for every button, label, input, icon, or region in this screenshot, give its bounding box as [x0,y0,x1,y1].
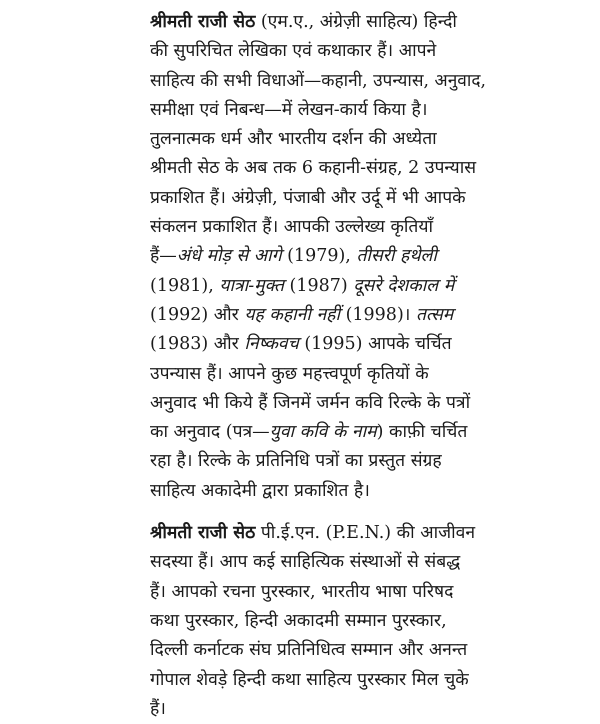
text-segment: की सुपरिचित लेखिका एवं कथाकार हैं। आपने [150,41,437,62]
text-line [150,330,488,359]
text-segment: हैं। [150,698,166,719]
book-title-italic: यह कहानी नहीं [244,304,341,325]
book-title-italic: निष्कवच [244,334,299,355]
text-segment: साहित्य अकादेमी द्वारा प्रकाशित है। [150,480,370,501]
text-line [150,301,488,330]
text-segment: (1998)। [340,304,416,325]
book-title-italic: तीसरी हथेली [356,246,437,267]
text-line [150,695,488,724]
text-segment: प्रकाशित हैं। अंग्रेज़ी, पंजाबी और उर्दू में भी आपके [150,187,466,208]
text-line [150,519,488,548]
text-line [150,389,488,418]
text-line [150,666,488,695]
text-segment: सदस्या हैं। आप कई साहित्यिक संस्थाओं से संबद्ध [150,552,461,573]
text-line [150,37,488,66]
text-line [150,8,488,37]
text-segment: (1995) आपके चर्चित [298,334,452,355]
text-line [150,447,488,476]
book-title-italic: युवा कवि के नाम [269,422,377,443]
book-title-italic: दूसरे देशकाल में [353,275,455,296]
text-line [150,242,488,271]
text-line [150,607,488,636]
text-segment: का अनुवाद (पत्र— [150,422,270,443]
text-segment: (एम.ए., अंग्रेज़ी साहित्य) हिन्दी [255,12,457,32]
text-segment: उपन्यास हैं। आपने कुछ महत्त्वपूर्ण कृतियों के [150,363,429,384]
text-line [150,154,488,183]
text-line [150,548,488,577]
text-segment: (1987) [283,275,354,296]
text-line [150,125,488,154]
text-line [150,477,488,506]
text-segment: पी.ई.एन. (P.E.N.) की आजीवन [255,523,476,544]
text-segment: श्रीमती सेठ के अब तक 6 कहानी-संग्रह, 2 उपन्यास [150,158,477,179]
text-segment: दिल्ली कर्नाटक संघ प्रतिनिधित्व सम्मान और अनन्त [150,640,468,661]
author-name-bold: श्रीमती राजी सेठ [150,12,256,32]
text-segment: हैं। आपको रचना पुरस्कार, भारतीय भाषा परिषद [150,581,454,602]
book-title-italic: अंधे मोड़ से आगे [176,246,282,267]
book-title-italic: यात्रा-मुक्त [219,275,284,296]
text-line [150,578,488,607]
text-segment: गोपाल शेवड़े हिन्दी कथा साहित्य पुरस्कार मिल चुके [150,669,469,690]
text-segment: समीक्षा एवं निबन्ध—में लेखन-कार्य किया है। [150,99,428,120]
bio-paragraph-2 [150,519,488,724]
text-segment: कथा पुरस्कार, हिन्दी अकादमी सम्मान पुरस्कार, [150,610,447,631]
text-line [150,213,488,242]
text-segment: रहा है। रिल्के के प्रतिनिधि पत्रों का प्रस्तुत संग्रह [150,451,442,472]
text-line [150,272,488,301]
text-segment: अनुवाद भी किये हैं जिनमें जर्मन कवि रिल्के के पत्रों [150,392,471,413]
text-line [150,360,488,389]
author-bio-page [150,8,488,724]
bio-paragraph-1 [150,8,488,506]
text-segment: साहित्य की सभी विधाओं—कहानी, उपन्यास, अनुवाद, [150,70,486,91]
text-segment: (1992) और [150,304,245,325]
text-segment: ) काफ़ी चर्चित [376,422,468,443]
text-line [150,184,488,213]
text-segment: (1983) और [150,334,245,355]
text-line [150,418,488,447]
text-line [150,67,488,96]
text-line [150,96,488,125]
text-segment: हैं— [150,246,177,267]
text-segment: (1979), [281,246,357,267]
text-segment: संकलन प्रकाशित हैं। आपकी उल्लेख्य कृतियाँ [150,217,434,238]
text-segment: तुलनात्मक धर्म और भारतीय दर्शन की अध्येता [150,129,437,150]
author-name-bold: श्रीमती राजी सेठ [150,523,256,544]
book-title-italic: तत्सम [415,304,454,325]
text-segment: (1981), [150,275,220,296]
text-line [150,636,488,665]
